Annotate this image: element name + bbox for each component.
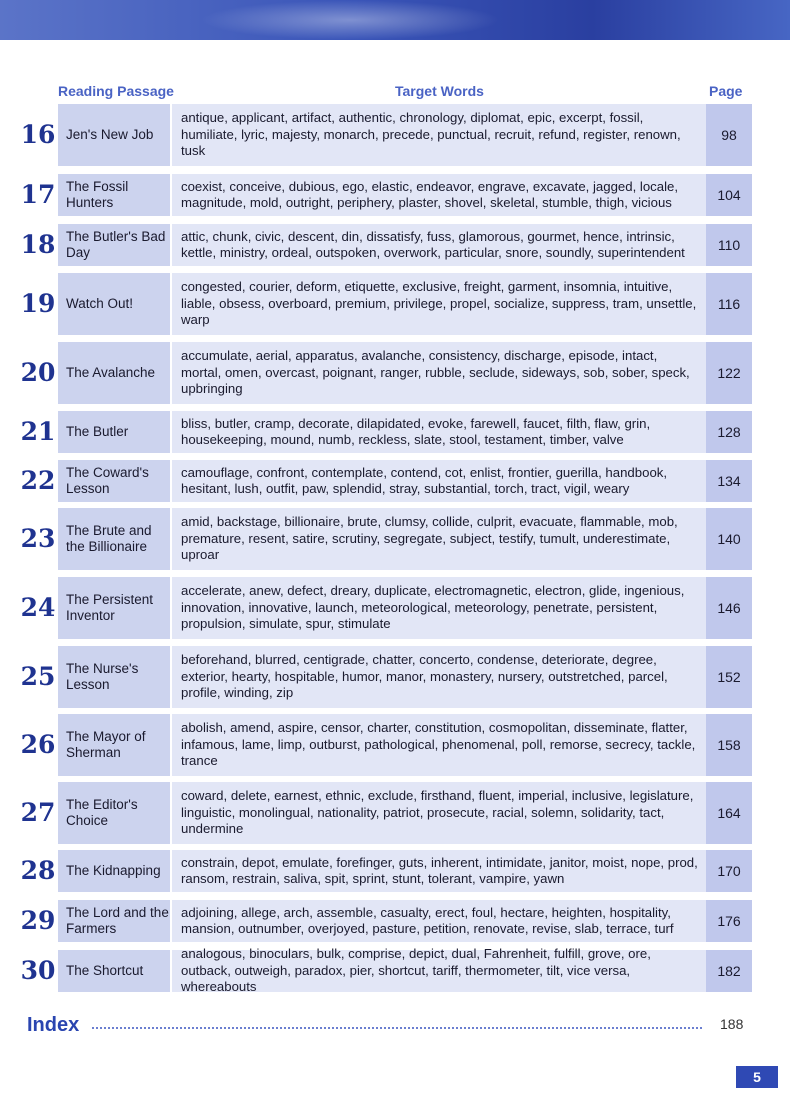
passage-title: The Kidnapping xyxy=(58,850,170,892)
index-label[interactable]: Index xyxy=(27,1014,80,1036)
unit-number: 21 xyxy=(20,417,56,446)
passage-title: The Lord and the Farmers xyxy=(58,900,170,942)
page-number: 152 xyxy=(706,646,752,708)
target-words: accelerate, anew, defect, dreary, duplicate, electromagnetic, electron, glide, ingenious, innovation, innovative, launch, meteorological, meteorology, penetrate, persistent, propulsion, simulate, spur, stimulate xyxy=(172,577,706,639)
target-words: camouflage, confront, contemplate, contend, cot, enlist, frontier, guerilla, handbook, hesitant, lush, outfit, paw, splendid, stray, substantial, torch, tract, vigil, weary xyxy=(172,460,706,502)
unit-number: 28 xyxy=(20,856,56,885)
page-number: 164 xyxy=(706,782,752,844)
passage-title: The Brute and the Billionaire xyxy=(58,508,170,570)
column-header-target-words: Target Words xyxy=(395,83,484,99)
unit-number: 23 xyxy=(20,524,56,553)
unit-number: 29 xyxy=(20,906,56,935)
passage-title: The Persistent Inventor xyxy=(58,577,170,639)
page-number: 122 xyxy=(706,342,752,404)
passage-title: Watch Out! xyxy=(58,273,170,335)
unit-number: 25 xyxy=(20,662,56,691)
page-number: 104 xyxy=(706,174,752,216)
column-header-passage: Reading Passage xyxy=(58,83,174,99)
page-number: 134 xyxy=(706,460,752,502)
passage-title: The Shortcut xyxy=(58,950,170,992)
page-number: 98 xyxy=(706,104,752,166)
passage-title: Jen's New Job xyxy=(58,104,170,166)
index-page-number: 188 xyxy=(720,1016,744,1032)
target-words: accumulate, aerial, apparatus, avalanche, consistency, discharge, episode, intact, mortal, omen, overcast, poignant, ranger, rubble, seclude, sideways, sob, sober, speck, upbringing xyxy=(172,342,706,404)
page-number: 170 xyxy=(706,850,752,892)
target-words: congested, courier, deform, etiquette, exclusive, freight, garment, insomnia, intuitive, liable, obsess, overboard, premium, privilege, propel, socialize, suppress, tram, unsettle, warp xyxy=(172,273,706,335)
page-number: 140 xyxy=(706,508,752,570)
target-words: analogous, binoculars, bulk, comprise, depict, dual, Fahrenheit, fulfill, grove, ore, outback, outweigh, paradox, pier, shortcut, tariff, thermometer, tilt, vice versa, whereabouts xyxy=(172,950,706,992)
unit-number: 17 xyxy=(20,180,56,209)
target-words: amid, backstage, billionaire, brute, clumsy, collide, culprit, evacuate, flammable, mob, premature, resent, satire, scrutiny, segregate, subject, testify, tumult, underestimate, uproar xyxy=(172,508,706,570)
column-header-page: Page xyxy=(709,83,743,99)
page-number: 182 xyxy=(706,950,752,992)
page-number: 146 xyxy=(706,577,752,639)
passage-title: The Avalanche xyxy=(58,342,170,404)
unit-number: 16 xyxy=(20,120,56,149)
unit-number: 24 xyxy=(20,593,56,622)
target-words: constrain, depot, emulate, forefinger, guts, inherent, intimidate, janitor, moist, nope, prod, ransom, restrain, saliva, spit, sprint, stunt, tolerant, vampire, yawn xyxy=(172,850,706,892)
target-words: beforehand, blurred, centigrade, chatter, concerto, condense, deteriorate, degree, exterior, hearty, hospitable, humor, manor, monastery, nursery, outstretched, parcel, profile, winding, zip xyxy=(172,646,706,708)
unit-number: 18 xyxy=(20,230,56,259)
passage-title: The Mayor of Sherman xyxy=(58,714,170,776)
target-words: adjoining, allege, arch, assemble, casualty, erect, foul, hectare, heighten, hospitality, mansion, outnumber, overjoyed, pasture, petition, renovate, revise, slab, terrace, turf xyxy=(172,900,706,942)
passage-title: The Butler's Bad Day xyxy=(58,224,170,266)
passage-title: The Coward's Lesson xyxy=(58,460,170,502)
target-words: attic, chunk, civic, descent, din, dissatisfy, fuss, glamorous, gourmet, hence, intrinsic, kettle, ministry, ordeal, outspoken, overwork, particular, snore, soundly, superintendent xyxy=(172,224,706,266)
unit-number: 26 xyxy=(20,730,56,759)
page-number: 110 xyxy=(706,224,752,266)
target-words: coward, delete, earnest, ethnic, exclude, firsthand, fluent, imperial, inclusive, legislature, linguistic, monolingual, nationality, patriot, prosecute, racial, solemn, solidarity, tact, undermine xyxy=(172,782,706,844)
page-number: 128 xyxy=(706,411,752,453)
passage-title: The Fossil Hunters xyxy=(58,174,170,216)
unit-number: 27 xyxy=(20,798,56,827)
unit-number: 19 xyxy=(20,289,56,318)
target-words: bliss, butler, cramp, decorate, dilapidated, evoke, farewell, faucet, filth, flaw, grin, housekeeping, mound, numb, reckless, slate, stool, testament, timber, valve xyxy=(172,411,706,453)
unit-number: 30 xyxy=(20,956,56,985)
unit-number: 22 xyxy=(20,466,56,495)
page-number: 176 xyxy=(706,900,752,942)
index-leader-dots xyxy=(92,1027,702,1029)
page-number-badge: 5 xyxy=(736,1066,778,1088)
passage-title: The Nurse's Lesson xyxy=(58,646,170,708)
passage-title: The Editor's Choice xyxy=(58,782,170,844)
page-number: 158 xyxy=(706,714,752,776)
target-words: antique, applicant, artifact, authentic, chronology, diplomat, epic, excerpt, fossil, humiliate, lyric, majesty, monarch, precede, punctual, recruit, refund, register, renown, tusk xyxy=(172,104,706,166)
target-words: abolish, amend, aspire, censor, charter, constitution, cosmopolitan, disseminate, flatter, infamous, lame, limp, outburst, pathological, phenomenal, poll, remorse, secrecy, tackle, trance xyxy=(172,714,706,776)
unit-number: 20 xyxy=(20,358,56,387)
passage-title: The Butler xyxy=(58,411,170,453)
page-number: 116 xyxy=(706,273,752,335)
target-words: coexist, conceive, dubious, ego, elastic, endeavor, engrave, excavate, jagged, locale, magnitude, mold, outright, periphery, plaster, shovel, skeletal, stumble, thigh, vicious xyxy=(172,174,706,216)
